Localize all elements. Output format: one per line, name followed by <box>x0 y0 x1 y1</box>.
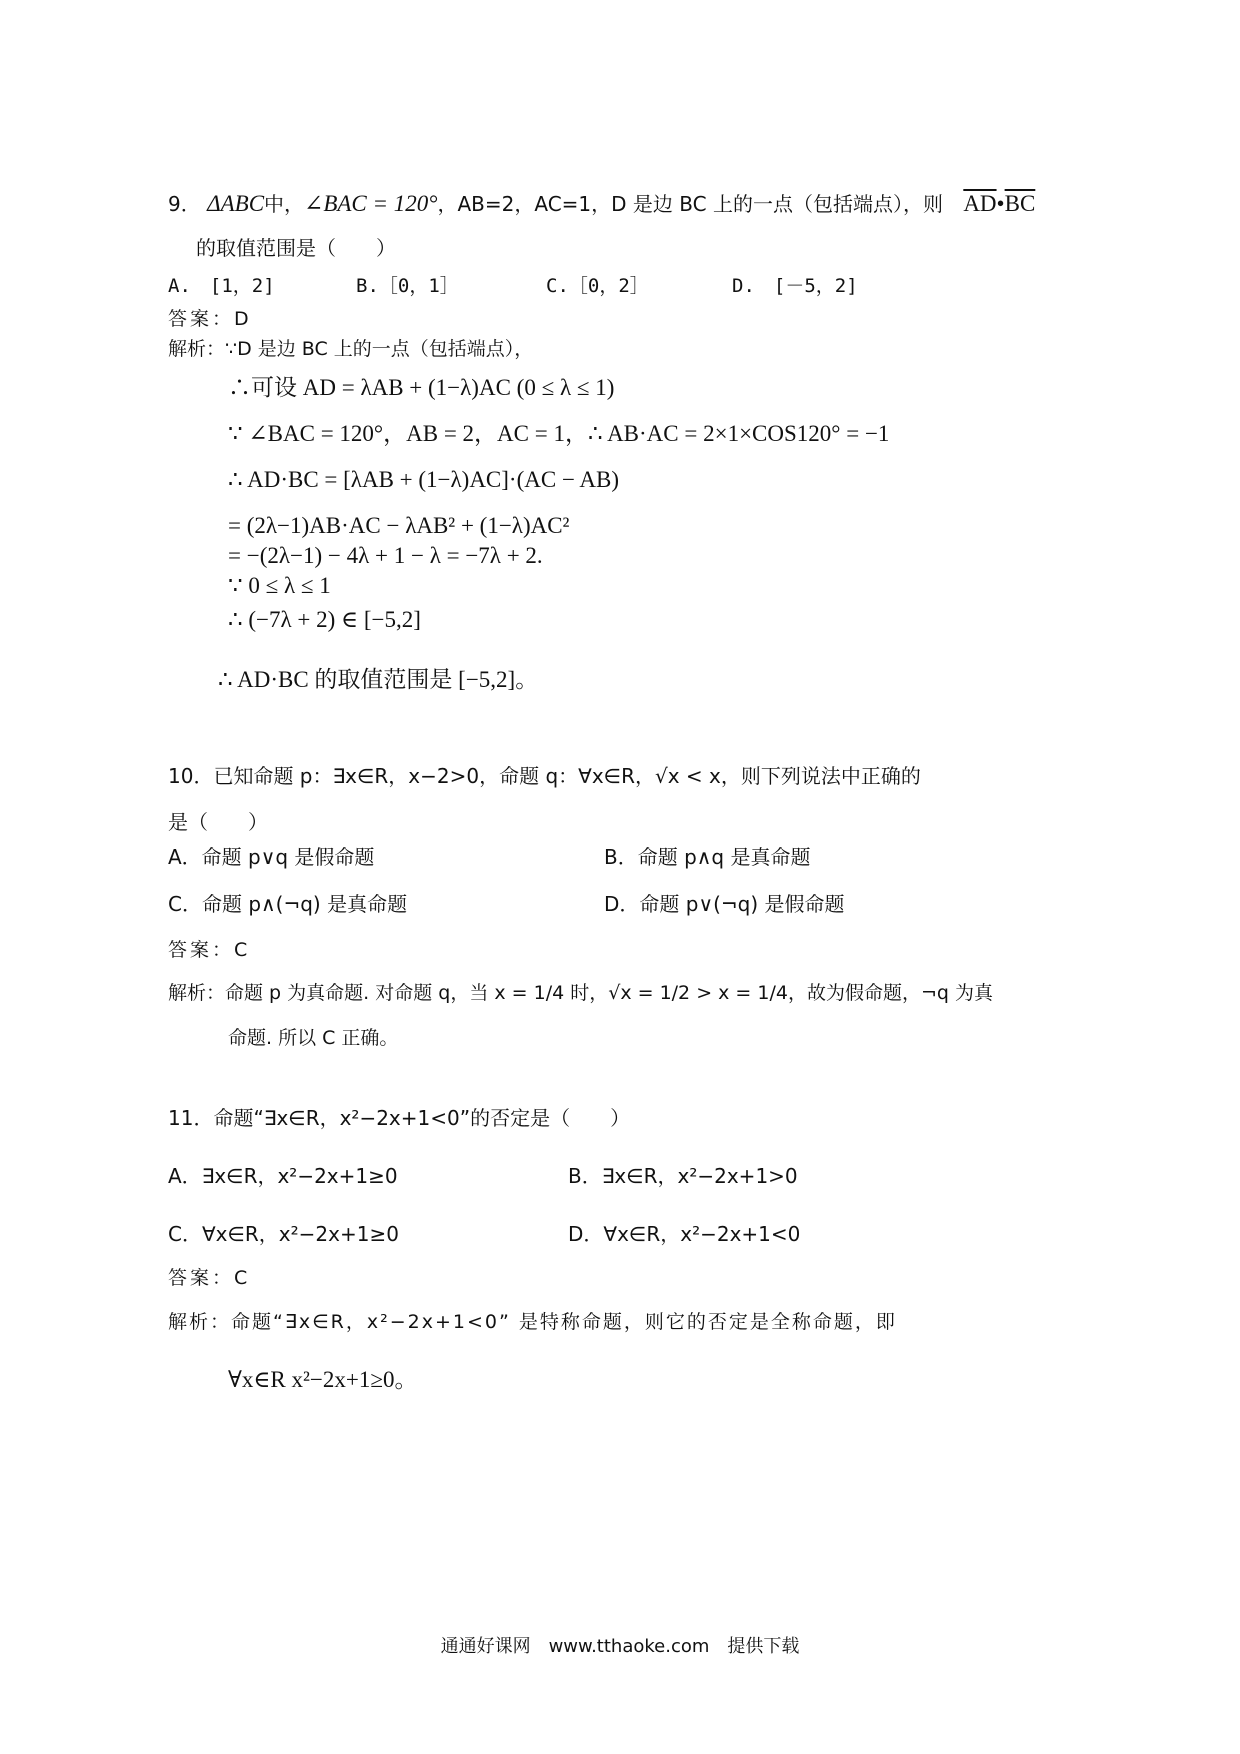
q10-option-a: A．命题 p∨q 是假命题 <box>168 845 375 869</box>
q9-analysis-3: ∴ AD·BC = [λAB + (1−λ)AC]·(AC − AB) <box>228 467 620 492</box>
q10-analysis-line2: 命题. 所以 C 正确。 <box>228 1027 399 1049</box>
q9-analysis-0: 解析：∵D 是边 BC 上的一点（包括端点）， <box>168 338 534 360</box>
q10-stem-line2: 是（ ） <box>168 810 268 834</box>
q11-answer: 答案：C <box>168 1267 251 1289</box>
q11-option-d: D．∀x∈R，x²−2x+1<0 <box>568 1222 801 1246</box>
q9-option-d: D. [－5，2] <box>732 275 858 297</box>
q9-analysis-6: ∵ 0 ≤ λ ≤ 1 <box>228 573 331 598</box>
q11-option-c: C．∀x∈R，x²−2x+1≥0 <box>168 1222 399 1246</box>
q11-option-a: A．∃x∈R，x²−2x+1≥0 <box>168 1164 398 1188</box>
q9-vector-product: $\overline{AD}•\overline{BC}$ <box>963 191 1036 216</box>
q11-analysis-line2: ∀x∈R x²−2x+1≥0。 <box>228 1367 418 1392</box>
q10-option-d: D．命题 p∨(¬q) 是假命题 <box>604 892 845 916</box>
q9-angle: ∠BAC = 120° <box>304 191 438 216</box>
q10-answer: 答案：C <box>168 939 251 961</box>
q9-analysis-5: = −(2λ−1) − 4λ + 1 − λ = −7λ + 2. <box>228 543 543 568</box>
q9-analysis-7: ∴ (−7λ + 2) ∈ [−5,2] <box>228 607 421 632</box>
q9-analysis-4: = (2λ−1)AB·AC − λAB² + (1−λ)AC² <box>228 513 570 538</box>
q9-number: 9． <box>168 192 201 216</box>
q9-stem-line1: 9． ΔABC中，∠BAC = 120°，AB=2，AC=1，D 是边 BC 上的一点（包括端点），则 $\overline{AD}•\overline{BC}$ <box>168 191 1036 216</box>
q9-analysis-2: ∵ ∠BAC = 120°，AB = 2，AC = 1，∴ AB·AC = 2×1×COS120° = −1 <box>228 421 890 446</box>
q10-option-c: C．命题 p∧(¬q) 是真命题 <box>168 892 408 916</box>
q9-option-b: B.［0，1］ <box>356 275 459 297</box>
q11-option-b: B．∃x∈R，x²−2x+1>0 <box>568 1164 798 1188</box>
q9-analysis-8: ∴ AD·BC 的取值范围是 [−5,2]。 <box>218 667 539 692</box>
q9-option-a: A. [1，2] <box>168 275 275 297</box>
q9-analysis-1: ∴可设 AD = λAB + (1−λ)AC (0 ≤ λ ≤ 1) <box>228 375 615 400</box>
q10-option-b: B．命题 p∧q 是真命题 <box>604 845 811 869</box>
q9-answer: 答案：D <box>168 308 252 330</box>
q10-stem-line1: 10．已知命题 p：∃x∈R，x−2>0，命题 q：∀x∈R，√x < x，则下列说法中正确的 <box>168 764 921 788</box>
q11-stem: 11．命题“∃x∈R，x²−2x+1<0”的否定是（ ） <box>168 1106 631 1130</box>
q9-option-c: C.［0，2］ <box>546 275 649 297</box>
q9-stem-line2: 的取值范围是（ ） <box>196 236 396 260</box>
q11-analysis-line1: 解析：命题“∃x∈R，x²−2x+1<0” 是特称命题，则它的否定是全称命题，即 <box>168 1311 897 1333</box>
page-footer: 通通好课网 www.tthaoke.com 提供下载 <box>440 1636 800 1657</box>
q9-triangle: ΔABC <box>207 191 265 216</box>
q10-analysis-line1: 解析：命题 p 为真命题. 对命题 q，当 x = 1/4 时，√x = 1/2 > x = 1/4，故为假命题，¬q 为真 <box>168 982 993 1004</box>
